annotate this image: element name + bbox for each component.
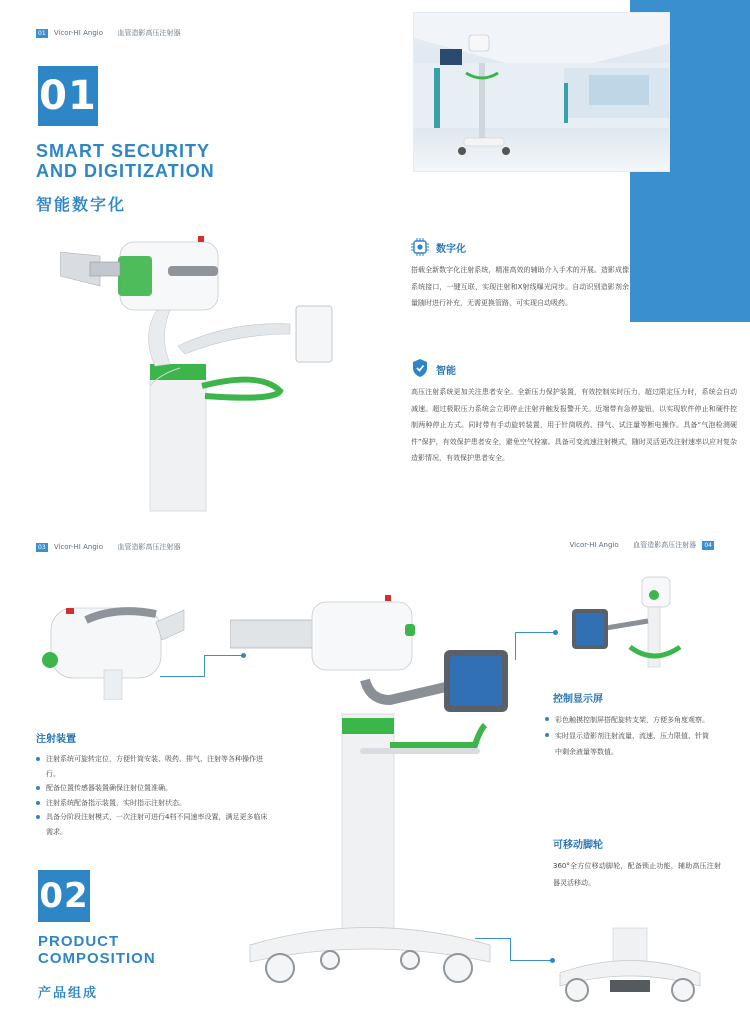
display-title: 控制显示屏 — [553, 694, 603, 705]
list-item: 注射系统可旋转定位，方便针筒安装、吸药、排气、注射等各种操作进行。 — [36, 752, 272, 781]
connector-line — [515, 632, 516, 660]
list-item: 具备分阶段注射模式，一次注射可进行4档不同速率设置，满足更多临床需求。 — [36, 810, 272, 839]
section-number: 01 — [39, 73, 97, 119]
connector-line — [160, 676, 204, 677]
display-photo — [570, 565, 690, 675]
smart-text: 高压注射系统更加关注患者安全。全新压力保护装置，有效控制实时压力，超过限定压力时，系统会自动减速。超过极限压力系统会立即停止注射并触发报警开关。近端带有急停旋钮，以实现软件停止和硬件控制两种停止方式。同时带有手动旋转装置，用于针筒吸药、排气、试注量等断电操作。具备“气泡检测硬件”保护，有效保护患者安全，避免空气栓塞。具备可变流速注射模式，随时灵活更改注射速率以应对复杂造影情况，有效保护患者安全。 — [411, 388, 737, 462]
brand-name-left: Vicor-HI Angio — [53, 543, 103, 551]
list-item: 彩色触摸控制屏搭配旋转支架，方便多角度观察。 — [545, 712, 715, 728]
page-number-left: 03 — [38, 543, 46, 551]
shield-icon — [411, 358, 429, 378]
section-title-en-2 — [38, 934, 156, 967]
digital-title: 数字化 — [436, 244, 466, 255]
injection-title: 注射装置 — [36, 734, 76, 745]
connector-line — [204, 655, 205, 677]
injection-head-photo — [36, 600, 186, 700]
title-en-line1: SMART SECURITY — [36, 141, 211, 161]
title-en-line1: PRODUCT — [38, 933, 120, 950]
product-name-right: 血管造影高压注射器 — [633, 541, 697, 549]
product-name-left: 血管造影高压注射器 — [117, 543, 181, 551]
brand-name: Vicor-HI Angio — [53, 29, 103, 37]
page-header-left — [36, 542, 180, 552]
display-list — [545, 712, 715, 760]
connector-dot — [550, 958, 555, 963]
page-number: 01 — [38, 29, 46, 37]
smart-title: 智能 — [436, 366, 456, 377]
connector-line — [475, 938, 510, 939]
connector-dot — [553, 630, 558, 635]
injector-illustration-top — [60, 236, 350, 516]
list-item: 注射系统配备指示装置，实时指示注射状态。 — [36, 796, 272, 811]
section-title-cn: 智能数字化 — [36, 195, 127, 214]
digital-text: 搭载全新数字化注射系统，精准高效的辅助介入手术的开展。造影成像系统接口，一键互联，实现注射和X射线曝光同步。自动识别造影剂余量随时进行补充，无需更换管路，可实现自动吸药。 — [411, 266, 629, 307]
page-header-top — [36, 28, 180, 38]
title-en-line2: COMPOSITION — [38, 949, 156, 967]
connector-line — [515, 632, 557, 633]
page-header-right — [570, 540, 714, 550]
list-item: 配备位置传感器装置确保注射位置准确。 — [36, 781, 272, 796]
list-item: 实时显示造影剂注射流量、流速、压力限值、针筒中剩余液量等数值。 — [545, 728, 715, 760]
caster-photo — [555, 918, 705, 1008]
connector-line — [510, 960, 552, 961]
title-en-line2: AND DIGITIZATION — [36, 160, 215, 181]
hospital-photo — [413, 12, 670, 172]
caster-text: 360°全方位移动脚轮，配备锁止功能，辅助高压注射器灵活移动。 — [553, 862, 721, 887]
page-number-right: 04 — [704, 541, 712, 549]
chip-icon — [411, 238, 429, 256]
product-name: 血管造影高压注射器 — [117, 29, 181, 37]
section-number-block-2 — [38, 870, 90, 922]
injector-illustration-main — [230, 590, 520, 990]
section-title-en — [36, 142, 215, 182]
brand-name-right: Vicor-HI Angio — [569, 541, 619, 549]
section-title-cn-2: 产品组成 — [38, 986, 99, 1001]
caster-title: 可移动脚轮 — [553, 840, 603, 851]
section-number-2: 02 — [39, 876, 89, 916]
section-number-block — [38, 66, 98, 126]
connector-line — [510, 938, 511, 960]
